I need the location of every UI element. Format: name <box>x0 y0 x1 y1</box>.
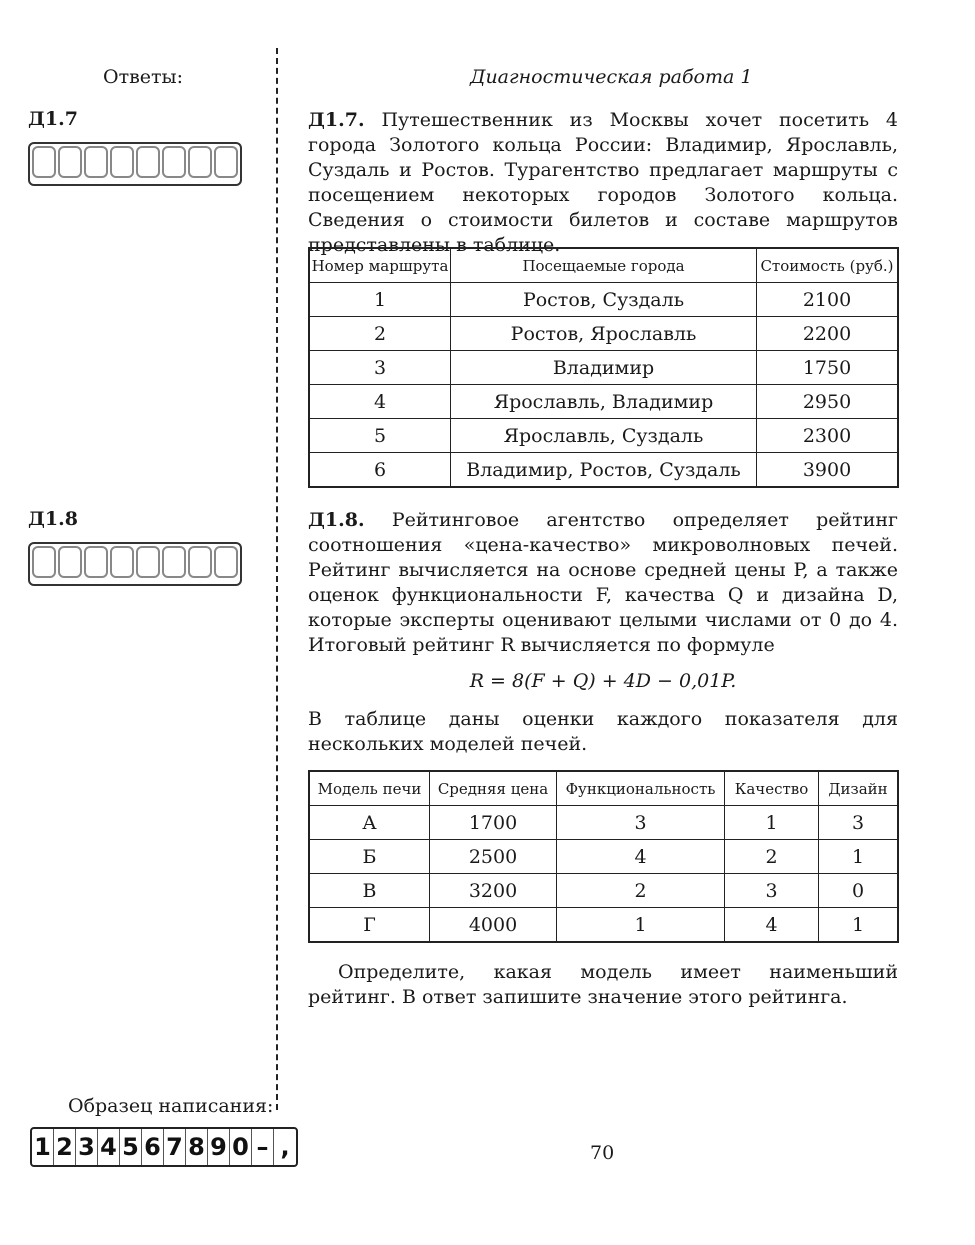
table-header: Номер маршрута <box>309 248 451 283</box>
table-row <box>309 453 898 488</box>
table-header: Функциональность <box>557 771 725 806</box>
ovens-table <box>308 770 899 943</box>
table-cell: В <box>309 874 430 908</box>
sample-char: 4 <box>98 1129 120 1165</box>
table-cell: 4000 <box>430 908 557 943</box>
task-body: Путешественник из Москвы хочет посетить 4 города Золотого кольца России: Владимир, Ярославль, Суздаль и Ростов. Турагентство предлагает маршруты с посещением некоторых городов Золотого кольца. Сведения о стоимости билетов и составе маршрутов представлены в таблице. <box>308 109 898 256</box>
answer-cell[interactable] <box>32 146 56 178</box>
table-header: Дизайн <box>819 771 899 806</box>
sample-char: 3 <box>76 1129 98 1165</box>
table-row <box>309 806 898 840</box>
task-label: Д1.8. <box>308 509 365 531</box>
table-cell: 2 <box>309 317 451 351</box>
sample-char: 8 <box>186 1129 208 1165</box>
table-cell: Ростов, Суздаль <box>451 283 757 317</box>
table-header-row <box>309 248 898 283</box>
table-cell: 2500 <box>430 840 557 874</box>
table-cell: 1 <box>819 908 899 943</box>
sample-char: 7 <box>164 1129 186 1165</box>
table-cell: 3200 <box>430 874 557 908</box>
table-cell: 3 <box>309 351 451 385</box>
table-cell: 2950 <box>757 385 899 419</box>
answer-cell[interactable] <box>32 546 56 578</box>
table-cell: Ярославль, Суздаль <box>451 419 757 453</box>
table-cell: 3900 <box>757 453 899 488</box>
table-cell: 1 <box>309 283 451 317</box>
table-cell: Ростов, Ярославль <box>451 317 757 351</box>
table-cell: Г <box>309 908 430 943</box>
answer-cell[interactable] <box>84 546 108 578</box>
table-cell: 5 <box>309 419 451 453</box>
answer-cell[interactable] <box>110 546 134 578</box>
table-header: Посещаемые города <box>451 248 757 283</box>
table-cell: 1 <box>557 908 725 943</box>
answer-cell[interactable] <box>188 146 212 178</box>
sample-label: Образец написания: <box>68 1095 274 1117</box>
sample-char: 2 <box>54 1129 76 1165</box>
answer-cell[interactable] <box>188 546 212 578</box>
answers-title: Ответы: <box>103 66 184 88</box>
answer-cell[interactable] <box>58 146 82 178</box>
answer-field-d1-7[interactable] <box>28 142 242 186</box>
answer-cell[interactable] <box>58 546 82 578</box>
table-header: Качество <box>725 771 819 806</box>
table-row <box>309 317 898 351</box>
answer-cell[interactable] <box>136 146 160 178</box>
table-row <box>309 840 898 874</box>
table-cell: А <box>309 806 430 840</box>
table-cell: Б <box>309 840 430 874</box>
table-cell: 1 <box>819 840 899 874</box>
page-number: 70 <box>590 1142 615 1164</box>
task-d1-8-text-2: В таблице даны оценки каждого показателя для нескольких моделей печей. <box>308 708 898 755</box>
task-d1-8-text <box>308 508 898 658</box>
table-cell: 4 <box>725 908 819 943</box>
sample-writing <box>30 1127 298 1167</box>
table-row <box>309 874 898 908</box>
table-cell: Ярославль, Владимир <box>451 385 757 419</box>
table-row <box>309 351 898 385</box>
table-row <box>309 419 898 453</box>
answer-field-d1-8[interactable] <box>28 542 242 586</box>
task-body: Рейтинговое агентство определяет рейтинг соотношения «цена-качество» микроволновых печей. Рейтинг вычисляется на основе средней цены P, а также оценок функциональности F, качества Q и дизайна D, которые эксперты оценивают целыми числами от 0 до 4. Итоговый рейтинг R вычисляется по формуле <box>308 509 898 656</box>
sample-char: 6 <box>142 1129 164 1165</box>
answer-cell[interactable] <box>84 146 108 178</box>
table-cell: 2 <box>725 840 819 874</box>
table-cell: 1 <box>725 806 819 840</box>
table-cell: 2300 <box>757 419 899 453</box>
table-cell: 4 <box>309 385 451 419</box>
table-cell: 0 <box>819 874 899 908</box>
answer-cell[interactable] <box>162 146 186 178</box>
table-cell: 4 <box>557 840 725 874</box>
table-header: Модель печи <box>309 771 430 806</box>
sample-char: , <box>280 1133 290 1161</box>
sample-char: 1 <box>32 1129 54 1165</box>
task-d1-8-question: Определите, какая модель имеет наименьший рейтинг. В ответ запишите значение этого рейтинга. <box>308 961 898 1008</box>
table-cell: 3 <box>725 874 819 908</box>
sample-char: 5 <box>120 1129 142 1165</box>
answer-cell[interactable] <box>214 146 238 178</box>
table-cell: 1700 <box>430 806 557 840</box>
answer-cell[interactable] <box>136 546 160 578</box>
routes-table <box>308 247 899 488</box>
table-row <box>309 908 898 943</box>
answer-cell[interactable] <box>110 146 134 178</box>
page-header: Диагностическая работа 1 <box>470 66 753 88</box>
sample-char: – <box>252 1129 274 1165</box>
table-cell: Владимир, Ростов, Суздаль <box>451 453 757 488</box>
answer-cell[interactable] <box>162 546 186 578</box>
answer-label-d1-7: Д1.7 <box>28 108 78 130</box>
task-label: Д1.7. <box>308 109 365 131</box>
answer-cell[interactable] <box>214 546 238 578</box>
table-cell: 3 <box>819 806 899 840</box>
table-header-row <box>309 771 898 806</box>
table-cell: 2100 <box>757 283 899 317</box>
table-cell: 1750 <box>757 351 899 385</box>
column-divider <box>276 48 278 1110</box>
table-header: Средняя цена <box>430 771 557 806</box>
task-d1-7-text <box>308 108 898 258</box>
sample-char: 0 <box>230 1129 252 1165</box>
table-header: Стоимость (руб.) <box>757 248 899 283</box>
table-row <box>309 385 898 419</box>
table-cell: 6 <box>309 453 451 488</box>
table-cell: 3 <box>557 806 725 840</box>
sample-char: 9 <box>208 1129 230 1165</box>
table-cell: Владимир <box>451 351 757 385</box>
table-row <box>309 283 898 317</box>
answer-label-d1-8: Д1.8 <box>28 508 78 530</box>
rating-formula: R = 8(F + Q) + 4D − 0,01P. <box>469 670 737 692</box>
table-cell: 2200 <box>757 317 899 351</box>
table-cell: 2 <box>557 874 725 908</box>
